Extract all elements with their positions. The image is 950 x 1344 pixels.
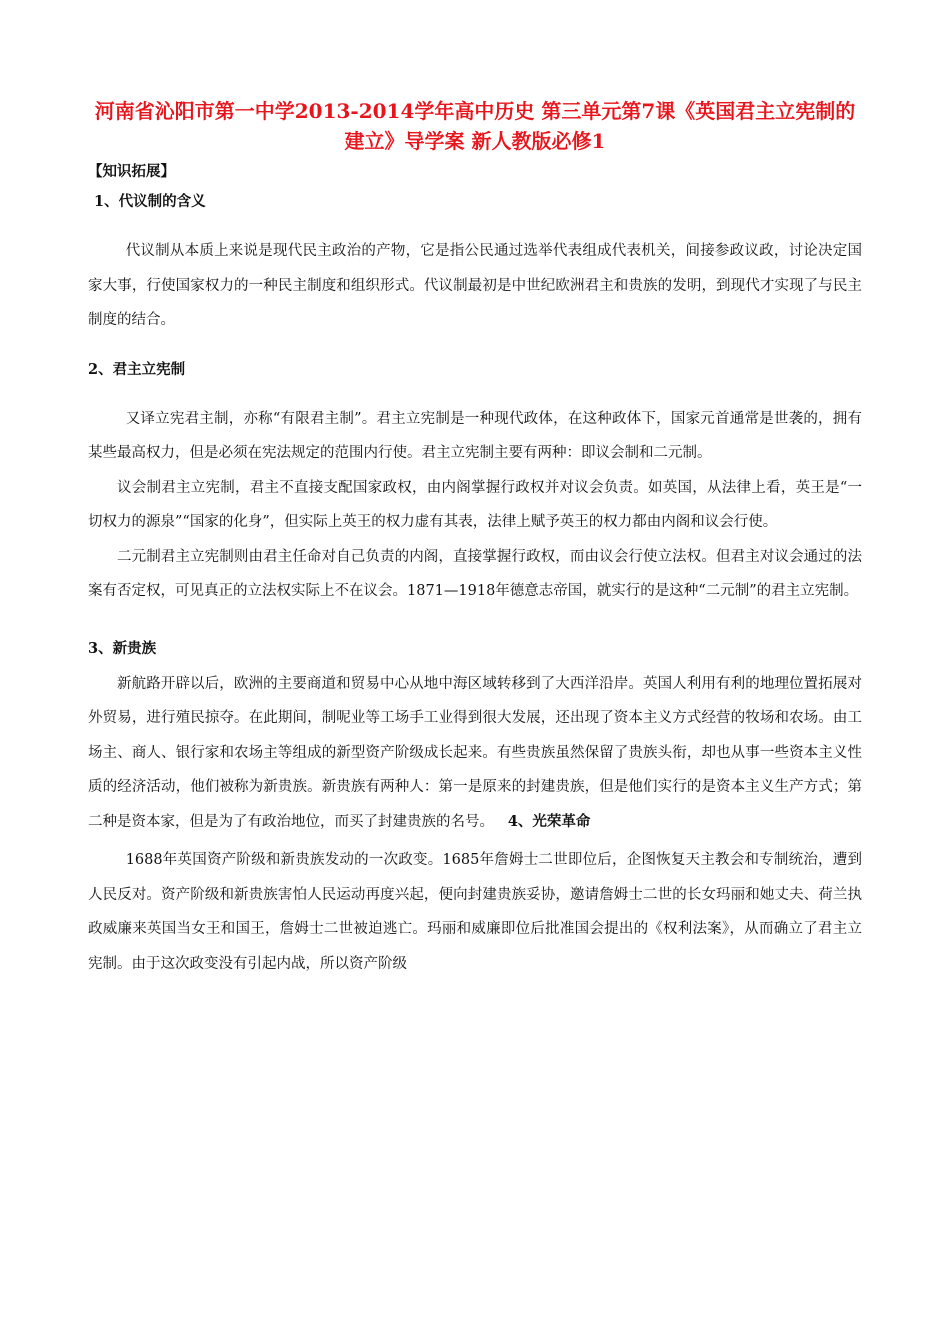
heading-glorious-revolution: 4、光荣革命	[507, 812, 591, 830]
paragraph	[88, 667, 862, 840]
paragraph: 议会制君主立宪制，君主不直接支配国家政权，由内阁掌握行政权并对议会负责。如英国，从法律上看，英王是“一切权力的源泉”“国家的化身”，但实际上英王的权力虚有其表，法律上赋予英王的权力都由内阁和议会行使。	[88, 479, 862, 530]
paragraph: 又译立宪君主制，亦称“有限君主制”。君主立宪制是一种现代政体，在这种政体下，国家元首通常是世袭的，拥有某些最高权力，但是必须在宪法规定的范围内行使。君主立宪制主要有两种：即议会制和二元制。	[88, 410, 862, 461]
paragraph: 1688年英国资产阶级和新贵族发动的一次政变。1685年詹姆士二世即位后，企图恢复天主教会和专制统治，遭到人民反对。资产阶级和新贵族害怕人民运动再度兴起，便向封建贵族妥协，邀请詹姆士二世的长女玛丽和她丈夫、荷兰执政威廉来英国当女王和国王，詹姆士二世被迫逃亡。玛丽和威廉即位后批准国会提出的《权利法案》，从而确立了君主立宪制。由于这次政变没有引起内战，所以资产阶级	[88, 852, 862, 972]
section-label: 【知识拓展】	[88, 163, 175, 180]
document-title: 河南省沁阳市第一中学2013-2014学年高中历史 第三单元第7课《英国君主立宪制的建立》导学案 新人教版必修1	[94, 99, 856, 153]
paragraph: 二元制君主立宪制则由君主任命对自己负责的内阁，直接掌握行政权，而由议会行使立法权。但君主对议会通过的法案有否定权，可见真正的立法权实际上不在议会。1871—1918年德意志帝国，就实行的是这种“二元制”的君主立宪制。	[88, 548, 862, 599]
paragraph: 代议制从本质上来说是现代民主政治的产物，它是指公民通过选举代表组成代表机关，间接参政议政，讨论决定国家大事，行使国家权力的一种民主制度和组织形式。代议制最初是中世纪欧洲君主和贵族的发明，到现代才实现了与民主制度的结合。	[88, 243, 862, 328]
paragraph-text: 新航路开辟以后，欧洲的主要商道和贸易中心从地中海区域转移到了大西洋沿岸。英国人利用有利的地理位置拓展对外贸易，进行殖民掠夺。在此期间，制呢业等工场手工业得到很大发展，还出现了资本主义方式经营的牧场和农场。由工场主、商人、银行家和农场主等组成的新型资产阶级成长起来。有些贵族虽然保留了贵族头衔，却也从事一些资本主义性质的经济活动，他们被称为新贵族。新贵族有两种人：第一是原来的封建贵族，但是他们实行的是资本主义生产方式；第二种是资本家，但是为了有政治地位，而买了封建贵族的名号。	[88, 675, 862, 830]
heading-constitutional-monarchy: 2、君主立宪制	[88, 360, 186, 378]
heading-new-nobility: 3、新贵族	[88, 639, 157, 657]
document-page	[88, 96, 862, 981]
heading-representative-system: 1、代议制的含义	[94, 193, 206, 210]
